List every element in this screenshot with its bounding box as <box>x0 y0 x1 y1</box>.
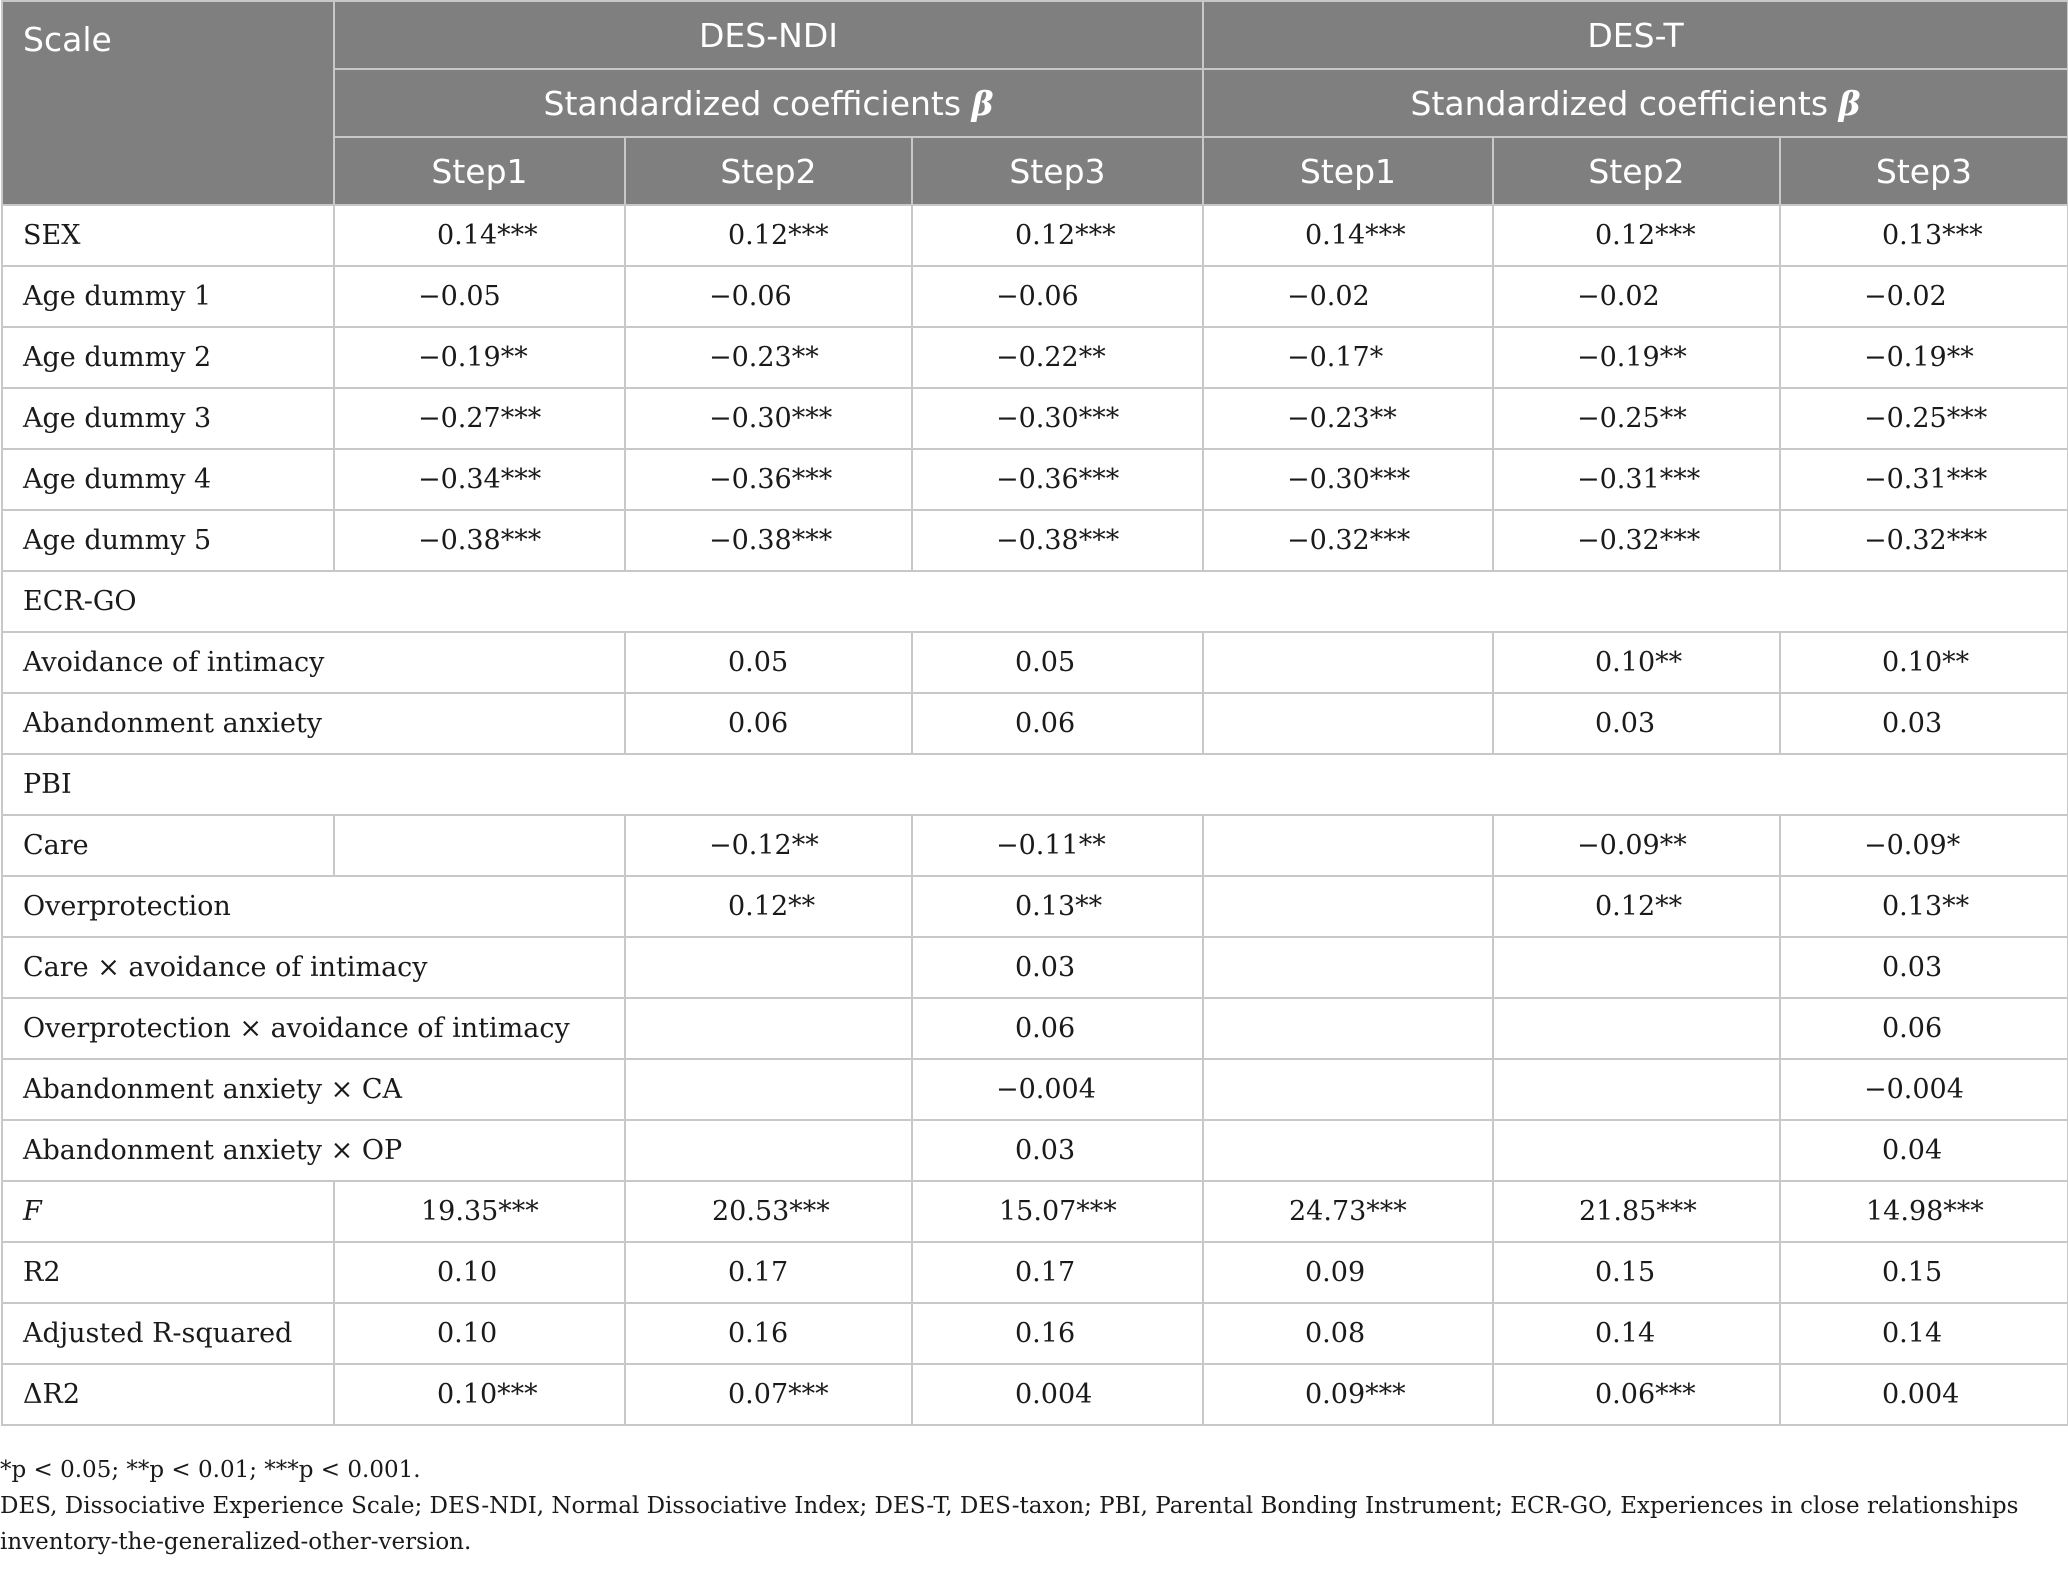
table-cell: 0.03 <box>1780 937 2068 998</box>
table-cell: 0.10** <box>1780 632 2068 693</box>
table-row <box>2 266 2068 327</box>
table-row <box>2 1120 2068 1181</box>
table-cell: 0.09*** <box>1203 1364 1493 1425</box>
table-cell: 0.13** <box>1780 876 2068 937</box>
significance-note: *p < 0.05; **p < 0.01; ***p < 0.001. <box>0 1457 421 1483</box>
table-row <box>2 632 2068 693</box>
regression-table <box>1 0 2068 1426</box>
table-cell: −0.02 <box>1203 266 1493 327</box>
table-row <box>2 1059 2068 1120</box>
table-cell: 0.16 <box>625 1303 912 1364</box>
table-cell: 24.73*** <box>1203 1181 1493 1242</box>
table-cell: 0.07*** <box>625 1364 912 1425</box>
table-cell: −0.02 <box>1493 266 1780 327</box>
row-label: Overprotection <box>2 876 625 937</box>
row-label: Age dummy 4 <box>2 449 334 510</box>
header-step: Step1 <box>1203 137 1493 205</box>
table-cell: 0.05 <box>625 632 912 693</box>
table-cell <box>1493 998 1780 1059</box>
table-cell: −0.09* <box>1780 815 2068 876</box>
table-cell: 0.12*** <box>625 205 912 266</box>
table-cell: −0.30*** <box>1203 449 1493 510</box>
table-cell: 0.15 <box>1780 1242 2068 1303</box>
table-cell: −0.25** <box>1493 388 1780 449</box>
header-scale: Scale <box>2 1 334 205</box>
table-cell: 0.16 <box>912 1303 1203 1364</box>
section-row <box>2 571 2068 632</box>
section-label: ECR-GO <box>2 571 2068 632</box>
table-cell: 0.10 <box>334 1303 625 1364</box>
table-cell: −0.32*** <box>1203 510 1493 571</box>
row-label: Abandonment anxiety × CA <box>2 1059 625 1120</box>
table-row <box>2 815 2068 876</box>
row-label: Abandonment anxiety <box>2 693 625 754</box>
table-row <box>2 1303 2068 1364</box>
table-cell: −0.05 <box>334 266 625 327</box>
table-row <box>2 388 2068 449</box>
table-cell: −0.004 <box>1780 1059 2068 1120</box>
table-cell: −0.36*** <box>912 449 1203 510</box>
table-cell: −0.23** <box>625 327 912 388</box>
table-cell: 0.03 <box>912 1120 1203 1181</box>
header-des-ndi: DES-NDI <box>334 1 1203 69</box>
table-row <box>2 998 2068 1059</box>
table-cell: 0.03 <box>1780 693 2068 754</box>
table-cell: −0.31*** <box>1780 449 2068 510</box>
table-cell <box>1203 1059 1493 1120</box>
header-coef-t <box>1203 69 2068 137</box>
table-row <box>2 449 2068 510</box>
table-cell: −0.30*** <box>912 388 1203 449</box>
row-label: Age dummy 5 <box>2 510 334 571</box>
table-row <box>2 1364 2068 1425</box>
header-coef-ndi <box>334 69 1203 137</box>
table-cell: 0.14 <box>1493 1303 1780 1364</box>
table-cell <box>625 998 912 1059</box>
header-des-t: DES-T <box>1203 1 2068 69</box>
row-label: Abandonment anxiety × OP <box>2 1120 625 1181</box>
section-row <box>2 754 2068 815</box>
table-cell: 0.06 <box>625 693 912 754</box>
coef-label: Standardized coefficients <box>543 83 962 123</box>
table-cell: 0.10** <box>1493 632 1780 693</box>
table-cell: −0.004 <box>912 1059 1203 1120</box>
table-cell <box>1493 937 1780 998</box>
table-cell: −0.38*** <box>912 510 1203 571</box>
table-row <box>2 937 2068 998</box>
table-cell: −0.02 <box>1780 266 2068 327</box>
table-cell: 0.14 <box>1780 1303 2068 1364</box>
table-cell <box>625 1120 912 1181</box>
table-cell: 0.12*** <box>1493 205 1780 266</box>
table-cell: 0.09 <box>1203 1242 1493 1303</box>
table-cell: 0.13*** <box>1780 205 2068 266</box>
table-cell: −0.25*** <box>1780 388 2068 449</box>
table-row <box>2 1181 2068 1242</box>
table-cell: −0.38*** <box>334 510 625 571</box>
row-label: Age dummy 1 <box>2 266 334 327</box>
row-label: Adjusted R-squared <box>2 1303 334 1364</box>
abbreviation-note: DES, Dissociative Experience Scale; DES-NDI, Normal Dissociative Index; DES-T, DES-taxon; PBI, Parental Bonding Instrument; ECR-GO, Experiences in close relationships inventory-the-generalized-other-version. <box>0 1493 2019 1555</box>
table-cell: 0.17 <box>625 1242 912 1303</box>
table-row <box>2 205 2068 266</box>
table-cell: 0.12** <box>625 876 912 937</box>
beta-symbol: β <box>1838 83 1861 123</box>
table-cell: −0.36*** <box>625 449 912 510</box>
table-cell: −0.06 <box>912 266 1203 327</box>
table-cell: 0.004 <box>1780 1364 2068 1425</box>
row-label: F <box>2 1181 334 1242</box>
header-step: Step2 <box>625 137 912 205</box>
row-label: Overprotection × avoidance of intimacy <box>2 998 625 1059</box>
table-cell: 0.17 <box>912 1242 1203 1303</box>
table-cell: −0.17* <box>1203 327 1493 388</box>
table-cell: 14.98*** <box>1780 1181 2068 1242</box>
header-step: Step3 <box>1780 137 2068 205</box>
table-cell: 0.004 <box>912 1364 1203 1425</box>
row-label: R2 <box>2 1242 334 1303</box>
table-cell: 0.06 <box>912 998 1203 1059</box>
table-cell <box>1203 815 1493 876</box>
table-cell: −0.34*** <box>334 449 625 510</box>
coef-label: Standardized coefficients <box>1410 83 1829 123</box>
table-cell: −0.38*** <box>625 510 912 571</box>
table-cell: 0.15 <box>1493 1242 1780 1303</box>
table-cell <box>1203 876 1493 937</box>
beta-symbol: β <box>971 83 994 123</box>
table-cell: −0.19** <box>1493 327 1780 388</box>
table-cell: 0.05 <box>912 632 1203 693</box>
table-cell: 21.85*** <box>1493 1181 1780 1242</box>
table-cell <box>1493 1120 1780 1181</box>
table-cell: 0.03 <box>1493 693 1780 754</box>
table-cell: 0.14*** <box>1203 205 1493 266</box>
table-cell <box>1493 1059 1780 1120</box>
table-cell: −0.31*** <box>1493 449 1780 510</box>
table-cell <box>1203 693 1493 754</box>
table-cell <box>1203 937 1493 998</box>
table-cell <box>1203 632 1493 693</box>
table-cell: 20.53*** <box>625 1181 912 1242</box>
row-label: Age dummy 2 <box>2 327 334 388</box>
table-cell: −0.09** <box>1493 815 1780 876</box>
header-step: Step3 <box>912 137 1203 205</box>
table-cell: 0.04 <box>1780 1120 2068 1181</box>
table-cell: −0.30*** <box>625 388 912 449</box>
table-cell: −0.19** <box>1780 327 2068 388</box>
table-cell: −0.12** <box>625 815 912 876</box>
table-cell: 0.03 <box>912 937 1203 998</box>
table-cell: 0.06 <box>912 693 1203 754</box>
row-label: SEX <box>2 205 334 266</box>
table-cell: −0.27*** <box>334 388 625 449</box>
table-row <box>2 510 2068 571</box>
table-cell <box>334 815 625 876</box>
header-step: Step1 <box>334 137 625 205</box>
table-row <box>2 876 2068 937</box>
table-cell <box>1203 1120 1493 1181</box>
table-cell: −0.22** <box>912 327 1203 388</box>
table-cell: −0.32*** <box>1780 510 2068 571</box>
table-cell <box>625 1059 912 1120</box>
table-cell: 0.12*** <box>912 205 1203 266</box>
row-label: Age dummy 3 <box>2 388 334 449</box>
table-cell: 0.12** <box>1493 876 1780 937</box>
section-label: PBI <box>2 754 2068 815</box>
header-step: Step2 <box>1493 137 1780 205</box>
table-row <box>2 327 2068 388</box>
table-cell: 0.06 <box>1780 998 2068 1059</box>
table-row <box>2 1242 2068 1303</box>
row-label: ΔR2 <box>2 1364 334 1425</box>
table-cell: 15.07*** <box>912 1181 1203 1242</box>
table-row <box>2 693 2068 754</box>
table-cell <box>625 937 912 998</box>
table-cell: −0.23** <box>1203 388 1493 449</box>
row-label: Avoidance of intimacy <box>2 632 625 693</box>
table-cell: −0.19** <box>334 327 625 388</box>
table-cell: −0.32*** <box>1493 510 1780 571</box>
table-cell: −0.06 <box>625 266 912 327</box>
row-label: Care × avoidance of intimacy <box>2 937 625 998</box>
table-cell: 0.08 <box>1203 1303 1493 1364</box>
table-cell: 0.14*** <box>334 205 625 266</box>
table-cell: 19.35*** <box>334 1181 625 1242</box>
table-footnotes <box>0 1452 2050 1560</box>
table-cell: 0.06*** <box>1493 1364 1780 1425</box>
row-label: Care <box>2 815 334 876</box>
table-cell: −0.11** <box>912 815 1203 876</box>
table-cell <box>1203 998 1493 1059</box>
table-cell: 0.10*** <box>334 1364 625 1425</box>
table-cell: 0.13** <box>912 876 1203 937</box>
table-cell: 0.10 <box>334 1242 625 1303</box>
